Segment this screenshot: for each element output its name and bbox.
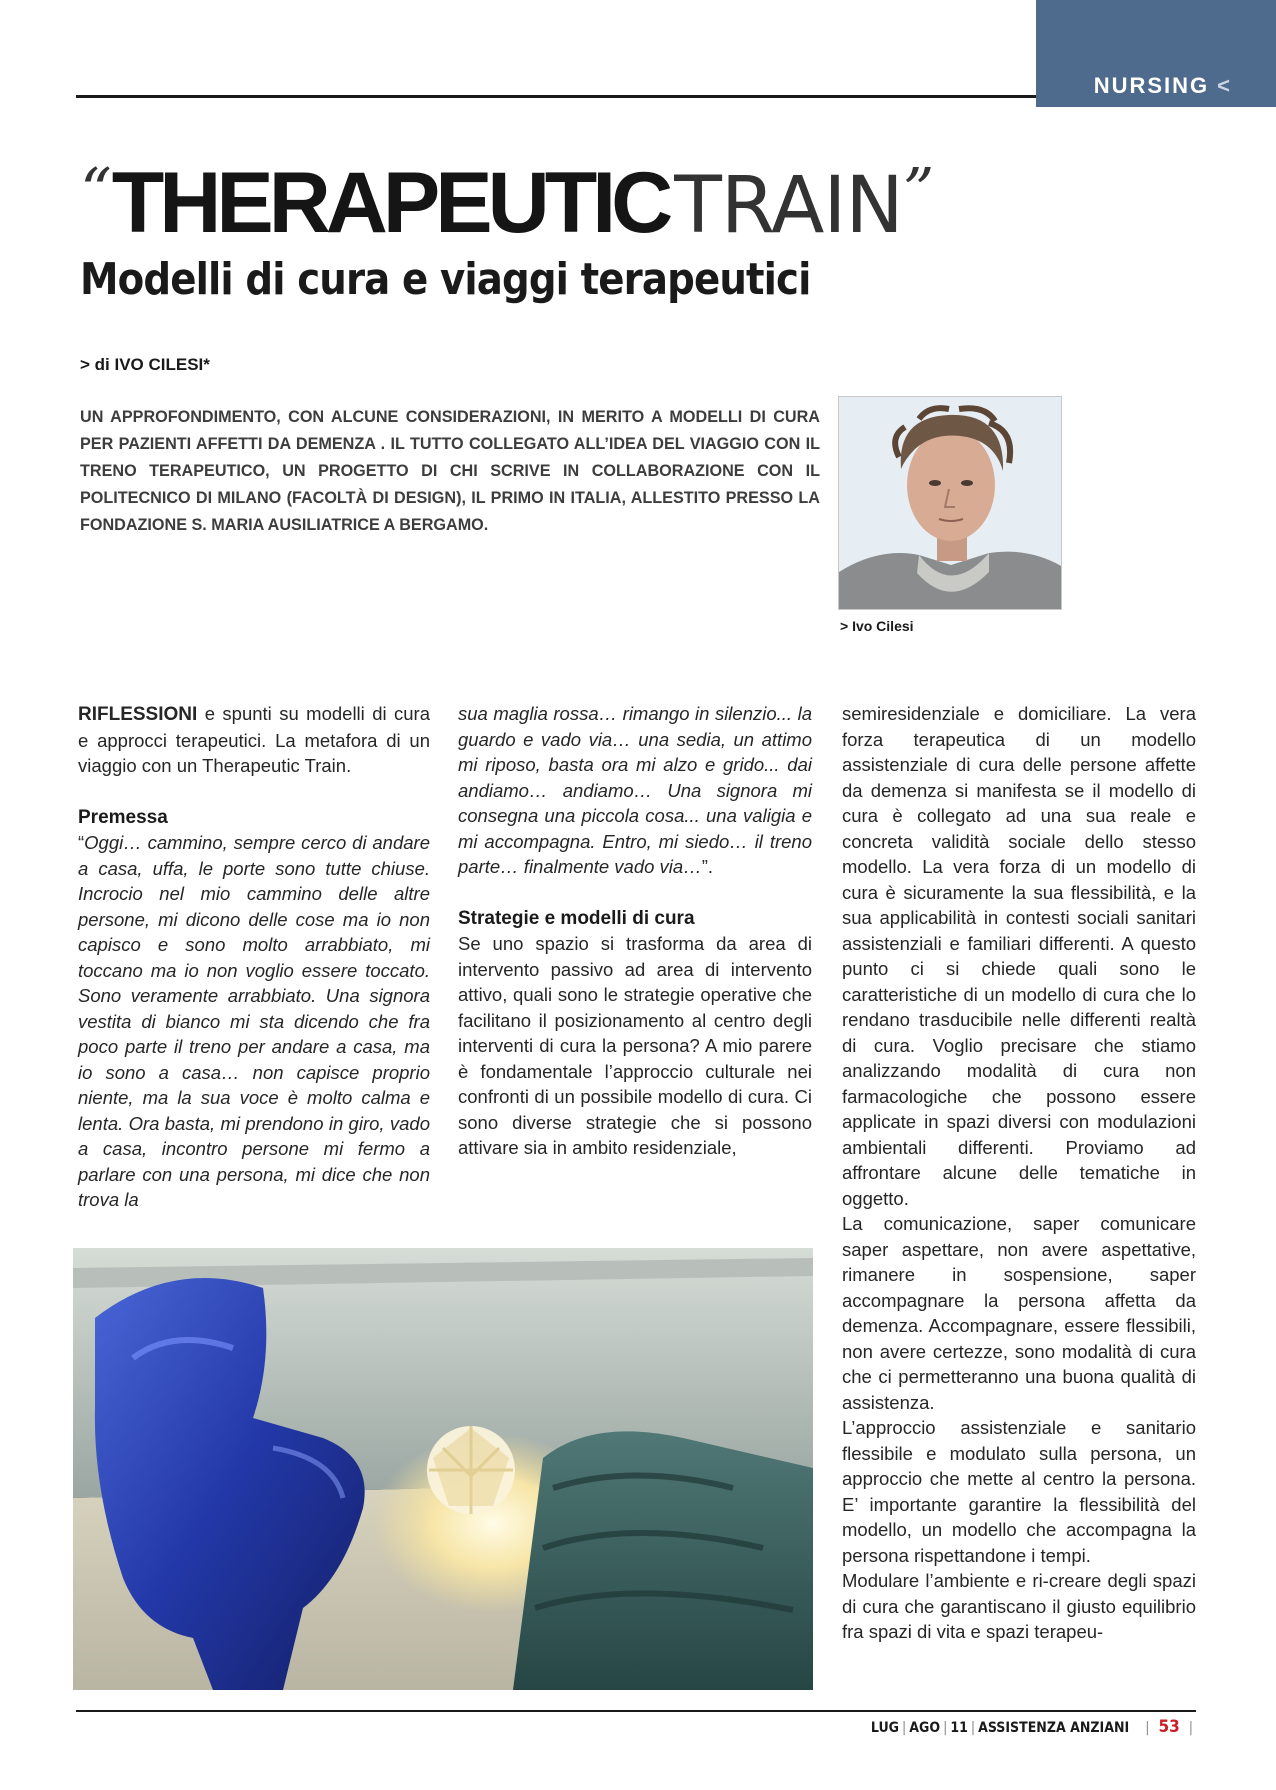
heading-premessa: Premessa: [78, 806, 168, 828]
author-portrait: [838, 396, 1062, 610]
article-subtitle: Modelli di cura e viaggi terapeutici: [80, 254, 811, 305]
column-3: [842, 701, 1196, 1645]
column-1: [78, 701, 430, 1213]
chevron-left-icon: <: [1217, 73, 1232, 98]
section-tab: [1036, 0, 1276, 107]
byline: > di IVO CILESI*: [80, 355, 210, 374]
quote-text-2: sua maglia rossa… rimango in silenzio... la guardo e vado via… una sedia, un attimo mi riposo, basta ora mi alzo e grido... dai andiamo… andiamo… Una signora mi consegna una piccola cosa... una valigia e mi accompagna. Entro, mi siedo… il treno parte… finalmente vado via…: [458, 703, 812, 877]
footer-magazine: ASSISTENZA ANZIANI: [978, 1720, 1130, 1736]
column-2: [458, 701, 812, 1161]
title-light: TRAIN: [674, 161, 903, 251]
page-footer: LUG | AGO | 11 | ASSISTENZA ANZIANI | 53 |: [870, 1717, 1193, 1737]
paragraph-3: L’approccio assistenziale e sanitario flessibile e modulato sulla persona, un approccio che mette al centro la persona. E’ importante garantire la flessibilità del modello, un modello che accompagna la persona rispettandone i tempi.: [842, 1417, 1196, 1566]
lead-paragraph: UN APPROFONDIMENTO, CON ALCUNE CONSIDERAZIONI, IN MERITO A MODELLI DI CURA PER PAZIENTI AFFETTI DA DEMENZA . IL TUTTO COLLEGATO ALL’IDEA DEL VIAGGIO CON IL TRENO TERAPEUTICO, UN PROGETTO DI CHI SCRIVE IN COLLABORAZIONE CON IL POLITECNICO DI MILANO (FACOLTÀ DI DESIGN), IL PRIMO IN ITALIA, ALLESTITO PRESSO LA FONDAZIONE S. MARIA AUSILIATRICE A BERGAMO.: [80, 408, 820, 534]
intro-text: e spunti su modelli di cura e approcci terapeutici. La metafora di un viaggio con un Therapeutic Train.: [78, 703, 430, 776]
paragraph-4: Modulare l’ambiente e ri-creare degli spazi di cura che garantiscano il giusto equilibrio fra spazi di vita e spazi terapeu-: [842, 1570, 1196, 1642]
bottom-rule: [76, 1710, 1196, 1712]
paragraph-2: La comunicazione, saper comunicare saper aspettare, non avere aspettative, rimanere in sospensione, saper accompagnare la persona affetta da demenza. Accompagnare, essere flessibili, non avere certezze, sono modalità di cura che ci permetteranno una buona qualità di assistenza.: [842, 1213, 1196, 1413]
heading-strategie: Strategie e modelli di cura: [458, 907, 695, 929]
quote-text-1: Oggi… cammino, sempre cerco di andare a casa, uffa, le porte sono tutte chiuse. Incrocio nel mio cammino delle altre persone, mi dicono delle cose ma io non capisco e sono molto arrabbiato, mi toccano ma io non voglio essere toccato. Sono veramente arrabbiato. Una signora vestita di bianco mi sta dicendo che fra poco parte il treno per andare a casa, ma io sono a casa… non capisce proprio niente, ma la sua voce è molto calma e lenta. Ora basta, mi prendono in giro, vado a casa, incontro persone mi fermo a parlare con una persona, mi dice che non trova la: [78, 832, 430, 1210]
title-quote-open: “: [80, 154, 112, 227]
portrait-caption: > Ivo Cilesi: [840, 618, 914, 634]
paragraph-1: semiresidenziale e domiciliare. La vera forza terapeutica di un modello assistenziale di cura delle persone affette da demenza si manifesta se il modello di cura è collegato ad una sua reale e concreta validità sociale dello stesso modello. La vera forza di un modello di cura è sicuramente la sua flessibilità, e la sua applicabilità in contesti sociali sanitari assistenziali e familiari differenti. A questo punto ci si chiede quali sono le caratteristiche di un modello di cura che lo rendano trasducibile nelle differenti realtà di cura. Voglio precisare che stiamo analizzando modalità di cura non farmacologiche che possono essere applicate in spazi diversi con modulazioni ambientali differenti. Proviamo ad affrontare alcune delle tematiche in oggetto.: [842, 703, 1196, 1209]
close-quote: ”.: [701, 856, 714, 877]
open-quote: “: [78, 832, 85, 853]
room-photo: [73, 1248, 813, 1690]
article-title: [80, 154, 935, 251]
run-in-word: RIFLESSIONI: [78, 704, 198, 725]
body-strategie: Se uno spazio si trasforma da area di intervento passivo ad area di intervento attivo, quali sono le strategie operative che facilitano il posizionamento al centro degli interventi di cura la persona? A mio parere è fondamentale l’approccio culturale nei confronti di un possibile modello di cura. Ci sono diverse strategie che si possono attivare sia in ambito residenziale,: [458, 933, 812, 1158]
section-label: NURSING <: [1093, 73, 1232, 98]
footer-month-2: AGO: [909, 1720, 941, 1736]
title-quote-close: ”: [902, 154, 935, 227]
page-number: 53: [1158, 1717, 1180, 1737]
top-rule: [76, 95, 1036, 98]
title-bold: THERAPEUTIC: [111, 155, 669, 251]
footer-year: 11: [950, 1720, 968, 1736]
footer-month-1: LUG: [870, 1720, 900, 1736]
